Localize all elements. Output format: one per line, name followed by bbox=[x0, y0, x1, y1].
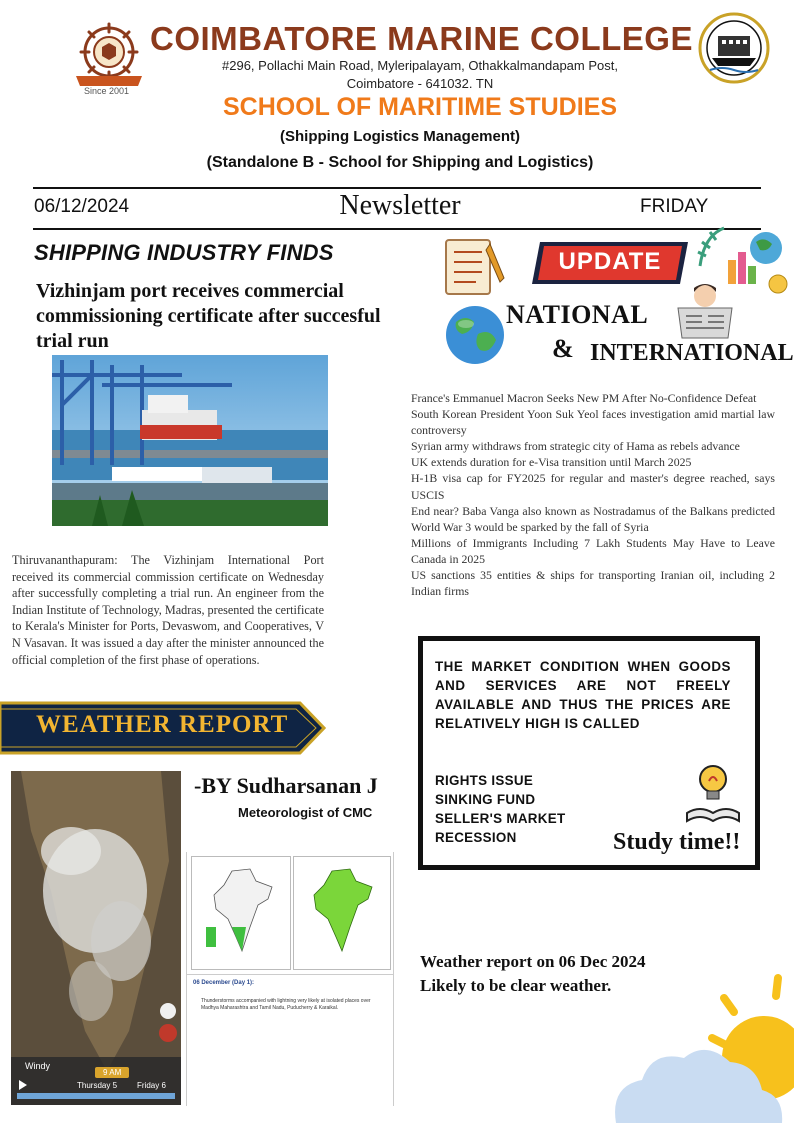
subtitle-standalone: (Standalone B - School for Shipping and Logistics) bbox=[206, 154, 594, 171]
shipping-headline: Vizhinjam port receives commercial commissioning certificate after succesful trial run bbox=[36, 280, 381, 352]
school-name: SCHOOL OF MARITIME STUDIES bbox=[223, 93, 617, 121]
quiz-question: THE MARKET CONDITION WHEN GOODS AND SERVICES ARE NOT FREELY AVAILABLE AND THUS THE PRICES ARE RELATIVELY HIGH IS CALLED bbox=[435, 659, 731, 731]
ship-emblem bbox=[698, 12, 770, 84]
list-item: Syrian army withdraws from strategic city of Hama as rebels advance bbox=[411, 439, 740, 454]
sun-cloud-icon bbox=[606, 968, 794, 1123]
quiz-box bbox=[418, 636, 760, 870]
india-map-1 bbox=[191, 856, 291, 970]
map-day-thursday: Thursday 5 bbox=[77, 1081, 118, 1090]
notepad-icon bbox=[440, 234, 510, 296]
list-item: France's Emmanuel Macron Seeks New PM After No-Confidence Defeat bbox=[411, 391, 757, 405]
address-line-2: Coimbatore - 641032. TN bbox=[346, 76, 494, 91]
study-time-label: Study time!! bbox=[613, 829, 741, 855]
windy-brand: Windy bbox=[25, 1061, 51, 1071]
issue-date: 06/12/2024 bbox=[34, 196, 130, 217]
update-badge bbox=[530, 238, 690, 288]
international-heading: INTERNATIONAL bbox=[590, 340, 794, 366]
update-badge-label: UPDATE bbox=[558, 248, 662, 275]
quiz-option: RECESSION bbox=[435, 830, 517, 845]
subtitle-program: (Shipping Logistics Management) bbox=[279, 128, 520, 145]
weather-banner bbox=[0, 701, 326, 755]
port-photo bbox=[52, 355, 328, 526]
newspaper-reader-icon bbox=[674, 278, 736, 340]
satellite-map bbox=[11, 771, 181, 1105]
weather-byline: -BY Sudharsanan J bbox=[194, 773, 378, 798]
newsletter-title: Newsletter bbox=[339, 190, 461, 221]
map-day-friday: Friday 6 bbox=[137, 1081, 166, 1090]
weather-note-line-2: Likely to be clear weather. bbox=[420, 976, 612, 995]
weather-note-line-1: Weather report on 06 Dec 2024 bbox=[420, 952, 646, 971]
list-item: South Korean President Yoon Suk Yeol faces investigation amid martial law controversy bbox=[411, 407, 775, 438]
address bbox=[160, 57, 680, 93]
since-label: Since 2001 bbox=[84, 86, 130, 96]
meteorologist-title: Meteorologist of CMC bbox=[238, 805, 373, 820]
list-item: End near? Baba Vanga also known as Nostradamus of the Balkans predicted World War 3 would be sparked by the fall of Syria bbox=[411, 503, 775, 534]
ampersand: & bbox=[552, 334, 574, 363]
college-name: COIMBATORE MARINE COLLEGE bbox=[150, 20, 693, 57]
quiz-option: SELLER'S MARKET bbox=[435, 811, 566, 826]
bulletin-text: Thunderstorms accompanied with lightning very likely at isolated places over Madhya Maharashtra and Tamil Nadu, Puducherry & Karaikal. bbox=[201, 998, 371, 1011]
masthead-bottom-rule bbox=[33, 228, 761, 230]
weather-banner-label: WEATHER REPORT bbox=[36, 711, 289, 738]
news-list bbox=[411, 390, 775, 599]
india-map-2 bbox=[293, 856, 391, 970]
shipping-article: Thiruvananthapuram: The Vizhinjam International Port received its commercial commission certificate on Wednesday after successfully completing a trial run. An engineer from the Indian Institute of Technology, Madras, presented the certificate to Kerala's Minister for Ports, Devaswom, and Cooperatives, V N Vasavan. It was issued a day after the minister announced the official completion of the first phase of operations. bbox=[12, 553, 324, 667]
bulletin-day: 06 December (Day 1): bbox=[193, 980, 255, 986]
quiz-option: RIGHTS ISSUE bbox=[435, 773, 534, 788]
quiz-option: SINKING FUND bbox=[435, 792, 536, 807]
list-item: UK extends duration for e-Visa transition until March 2025 bbox=[411, 455, 692, 470]
imd-bulletin bbox=[186, 852, 394, 1106]
map-play-icon[interactable] bbox=[19, 1080, 27, 1090]
issue-day: FRIDAY bbox=[640, 196, 709, 217]
quiz-options bbox=[435, 771, 565, 847]
shipping-section-title: SHIPPING INDUSTRY FINDS bbox=[34, 240, 334, 265]
national-heading: NATIONAL bbox=[506, 300, 649, 329]
bulletin-divider bbox=[187, 974, 393, 975]
address-line-1: #296, Pollachi Main Road, Myleripalayam, Othakkalmandapam Post, bbox=[222, 58, 618, 73]
list-item: US sanctions 35 entities & ships for transporting Iranian oil, including 2 Indian firms bbox=[411, 568, 775, 599]
list-item: Millions of Immigrants Including 7 Lakh Students May Have to Leave Canada in 2025 bbox=[411, 535, 775, 566]
masthead-top-rule bbox=[33, 187, 761, 189]
list-item: H-1B visa cap for FY2025 for regular and master's degree reached, says USCIS bbox=[411, 471, 775, 502]
globe-icon bbox=[444, 304, 506, 366]
map-time-badge: 9 AM bbox=[95, 1067, 129, 1078]
lightbulb-book-icon bbox=[685, 761, 741, 823]
